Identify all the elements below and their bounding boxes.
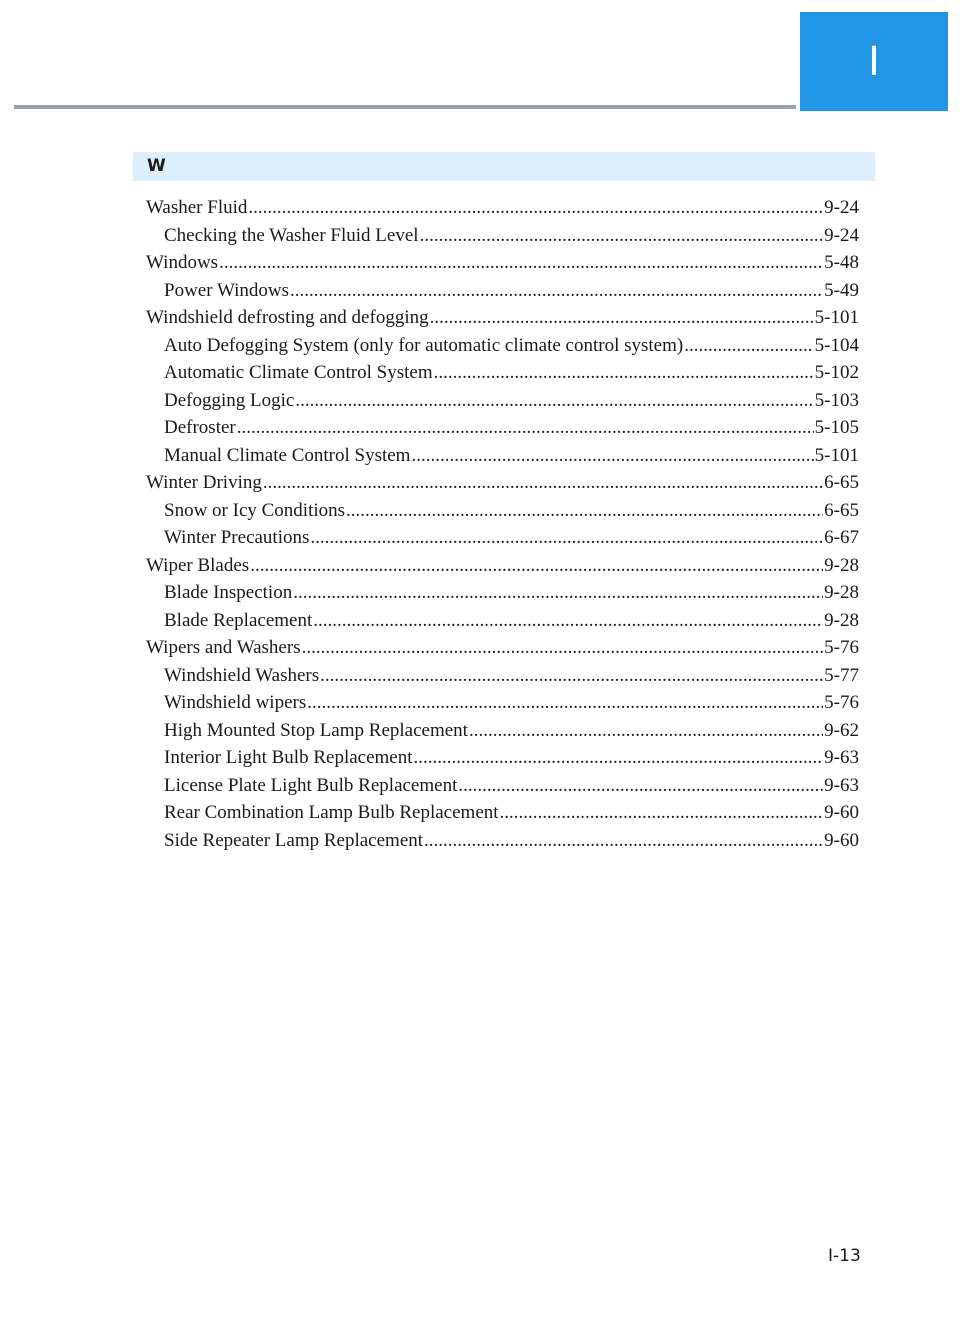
- entry-page: 5-76: [824, 637, 859, 658]
- entry-label: Automatic Climate Control System: [164, 362, 433, 383]
- entry-page: 5-48: [824, 252, 859, 273]
- index-subentry[interactable]: [146, 387, 859, 415]
- leader-dots: [420, 222, 824, 250]
- entry-page: 9-24: [824, 197, 859, 218]
- entry-page: 6-67: [824, 527, 859, 548]
- index-subentry[interactable]: [146, 414, 859, 442]
- entry-page: 5-76: [824, 692, 859, 713]
- index-subentry[interactable]: [146, 497, 859, 525]
- leader-dots: [414, 744, 824, 772]
- entry-label: Blade Replacement: [164, 609, 313, 631]
- entry-page: 6-65: [824, 472, 859, 493]
- index-subentry[interactable]: [146, 277, 859, 305]
- leader-dots: [295, 387, 813, 415]
- index-subentry[interactable]: [146, 689, 859, 717]
- entry-label: Snow or Icy Conditions: [164, 499, 346, 521]
- entry-label: Defogging Logic: [164, 389, 295, 411]
- index-tab: I: [800, 12, 948, 111]
- entry-page: 5-101: [814, 444, 859, 466]
- entry-page: 5-104: [814, 334, 859, 356]
- leader-dots: [263, 469, 823, 497]
- leader-dots: [219, 249, 823, 277]
- entry-label: Blade Inspection: [164, 582, 293, 603]
- index-subentry[interactable]: [146, 442, 859, 470]
- entry-page: 5-101: [814, 307, 859, 328]
- index-subentry[interactable]: [146, 607, 859, 635]
- entry-label: Winter Driving: [146, 472, 262, 493]
- entry-page: 9-60: [824, 829, 859, 851]
- index-entries: [146, 194, 859, 854]
- section-letter: W: [147, 156, 166, 176]
- entry-label: License Plate Light Bulb Replacement: [164, 774, 458, 796]
- entry-label: Checking the Washer Fluid Level: [164, 224, 419, 246]
- entry-label: Windows: [146, 252, 219, 273]
- leader-dots: [469, 717, 823, 745]
- entry-page: 9-28: [824, 554, 859, 576]
- index-entry[interactable]: [146, 634, 859, 662]
- index-entry[interactable]: [146, 194, 859, 222]
- entry-label: Windshield Washers: [164, 664, 320, 686]
- leader-dots: [684, 332, 813, 360]
- index-subentry[interactable]: [146, 827, 859, 855]
- entry-label: High Mounted Stop Lamp Replacement: [164, 719, 468, 741]
- index-subentry[interactable]: [146, 799, 859, 827]
- leader-dots: [250, 552, 823, 580]
- entry-label: Winter Precautions: [164, 527, 310, 548]
- index-subentry[interactable]: [146, 662, 859, 690]
- entry-label: Rear Combination Lamp Bulb Replacement: [164, 802, 499, 823]
- entry-page: 9-63: [824, 774, 859, 796]
- entry-page: 5-49: [824, 279, 859, 301]
- entry-label: Power Windows: [164, 279, 290, 301]
- index-subentry[interactable]: [146, 524, 859, 552]
- leader-dots: [293, 579, 823, 607]
- entry-page: 9-24: [824, 224, 859, 246]
- index-subentry[interactable]: [146, 359, 859, 387]
- leader-dots: [290, 277, 823, 305]
- entry-label: Wiper Blades: [146, 554, 250, 576]
- leader-dots: [434, 359, 814, 387]
- entry-label: Windshield wipers: [164, 692, 307, 713]
- index-entry[interactable]: [146, 304, 859, 332]
- leader-dots: [313, 607, 823, 635]
- index-subentry[interactable]: [146, 332, 859, 360]
- entry-page: 9-28: [824, 609, 859, 631]
- leader-dots: [302, 634, 824, 662]
- entry-page: 5-105: [814, 417, 859, 438]
- entry-page: 5-77: [824, 664, 859, 686]
- entry-page: 5-103: [814, 389, 859, 411]
- index-subentry[interactable]: [146, 744, 859, 772]
- entry-page: 9-60: [824, 802, 859, 823]
- entry-label: Auto Defogging System (only for automatic climate control system): [164, 334, 684, 356]
- leader-dots: [430, 304, 814, 332]
- index-subentry[interactable]: [146, 222, 859, 250]
- entry-label: Wipers and Washers: [146, 637, 301, 658]
- entry-label: Manual Climate Control System: [164, 444, 411, 466]
- page-number: I-13: [828, 1246, 861, 1266]
- leader-dots: [237, 414, 814, 442]
- leader-dots: [248, 194, 823, 222]
- leader-dots: [411, 442, 813, 470]
- entry-page: 9-63: [824, 747, 859, 768]
- index-subentry[interactable]: [146, 717, 859, 745]
- entry-label: Interior Light Bulb Replacement: [164, 747, 413, 768]
- leader-dots: [346, 497, 823, 525]
- leader-dots: [424, 827, 823, 855]
- leader-dots: [310, 524, 823, 552]
- entry-label: Washer Fluid: [146, 197, 248, 218]
- entry-label: Defroster: [164, 417, 236, 438]
- entry-page: 6-65: [824, 499, 859, 521]
- index-entry[interactable]: [146, 552, 859, 580]
- leader-dots: [320, 662, 823, 690]
- header-rule: [14, 105, 796, 109]
- entry-page: 5-102: [814, 362, 859, 383]
- index-subentry[interactable]: [146, 579, 859, 607]
- leader-dots: [458, 772, 823, 800]
- entry-label: Windshield defrosting and defogging: [146, 307, 429, 328]
- entry-label: Side Repeater Lamp Replacement: [164, 829, 424, 851]
- leader-dots: [500, 799, 824, 827]
- entry-page: 9-28: [824, 582, 859, 603]
- section-header-bar: [133, 152, 875, 181]
- index-entry[interactable]: [146, 249, 859, 277]
- entry-page: 9-62: [824, 719, 859, 741]
- index-entry[interactable]: [146, 469, 859, 497]
- leader-dots: [307, 689, 823, 717]
- index-subentry[interactable]: [146, 772, 859, 800]
